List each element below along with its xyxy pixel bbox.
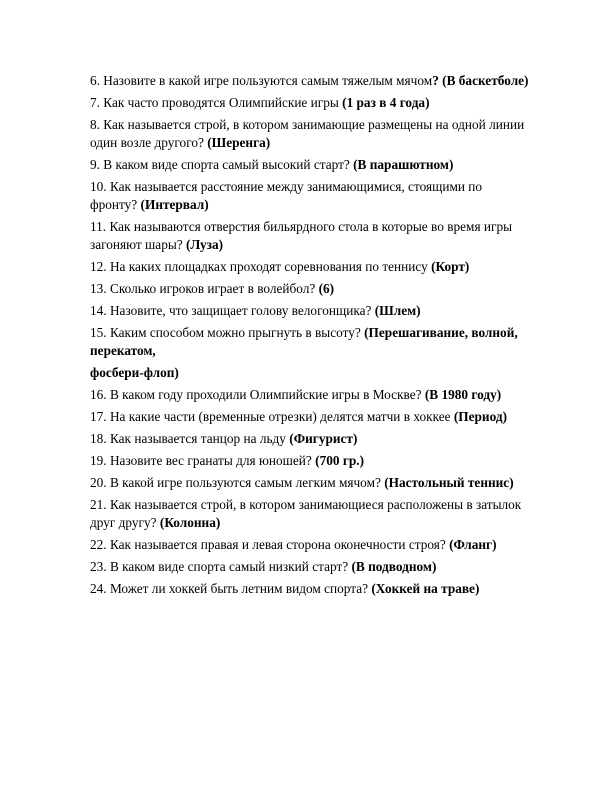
answer-text: фосбери-флоп) (90, 365, 179, 380)
question-item-11 (90, 218, 530, 254)
answer-text: ? (В баскетболе) (432, 73, 529, 88)
question-text: 9. В каком виде спорта самый высокий старт? (90, 157, 354, 172)
question-item-15-continued (90, 364, 530, 382)
answer-text: (Хоккей на траве) (371, 581, 480, 596)
question-item-23 (90, 558, 530, 576)
question-text: 11. Как называются отверстия бильярдного стола в которые во время игры загоняют шары? (90, 219, 513, 252)
question-item-22 (90, 536, 530, 554)
question-item-15 (90, 324, 530, 360)
question-item-8 (90, 116, 530, 152)
question-item-6 (90, 72, 530, 90)
question-text: 15. Каким способом можно прыгнуть в высоту? (90, 325, 365, 340)
question-text: 14. Назовите, что защищает голову велогонщика? (90, 303, 375, 318)
answer-text: (В подводном) (351, 559, 437, 574)
question-item-19 (90, 452, 530, 470)
question-text: 19. Назовите вес гранаты для юношей? (90, 453, 316, 468)
question-item-12 (90, 258, 530, 276)
answer-text: (Корт) (431, 259, 470, 274)
answer-text: (Фланг) (449, 537, 497, 552)
question-text: 21. Как называется строй, в котором занимающиеся расположены в затылок друг другу? (90, 497, 522, 530)
answer-text: (Интервал) (140, 197, 209, 212)
question-text: 16. В каком году проходили Олимпийские игры в Москве? (90, 387, 425, 402)
answer-text: (700 гр.) (315, 453, 365, 468)
answer-text: (Фигурист) (289, 431, 358, 446)
question-item-24 (90, 580, 530, 598)
question-text: 13. Сколько игроков играет в волейбол? (90, 281, 319, 296)
question-text: 22. Как называется правая и левая сторона оконечности строя? (90, 537, 450, 552)
answer-text: (Шлем) (374, 303, 421, 318)
question-item-10 (90, 178, 530, 214)
question-text: 20. В какой игре пользуются самым легким мячом? (90, 475, 385, 490)
question-item-13 (90, 280, 530, 298)
question-text: 6. Назовите в какой игре пользуются самым тяжелым мячом (90, 73, 433, 88)
question-text: 10. Как называется расстояние между занимающимися, стоящими по фронту? (90, 179, 483, 212)
answer-text: (В парашютном) (353, 157, 454, 172)
answer-text: (1 раз в 4 года) (342, 95, 430, 110)
question-text: 17. На какие части (временные отрезки) делятся матчи в хоккее (90, 409, 454, 424)
question-text: 8. Как называется строй, в котором занимающие размещены на одной линии один возле другого? (90, 117, 525, 150)
question-item-20 (90, 474, 530, 492)
answer-text: (Период) (453, 409, 508, 424)
answer-text: (6) (318, 281, 335, 296)
question-list (90, 72, 530, 602)
question-item-18 (90, 430, 530, 448)
question-text: 18. Как называется танцор на льду (90, 431, 290, 446)
question-item-7 (90, 94, 530, 112)
answer-text: (Колонна) (159, 515, 221, 530)
question-item-17 (90, 408, 530, 426)
answer-text: (В 1980 году) (424, 387, 502, 402)
answer-text: (Шеренга) (207, 135, 271, 150)
question-text: 12. На каких площадках проходят соревнования по теннису (90, 259, 432, 274)
question-item-14 (90, 302, 530, 320)
answer-text: (Луза) (186, 237, 224, 252)
answer-text: (Настольный теннис) (384, 475, 514, 490)
question-item-9 (90, 156, 530, 174)
question-text: 23. В каком виде спорта самый низкий старт? (90, 559, 352, 574)
question-item-21 (90, 496, 530, 532)
question-text: 24. Может ли хоккей быть летним видом спорта? (90, 581, 372, 596)
answer-text: (Перешагивание, волной, перекатом, (90, 325, 518, 358)
question-text: 7. Как часто проводятся Олимпийские игры (90, 95, 343, 110)
question-item-16 (90, 386, 530, 404)
